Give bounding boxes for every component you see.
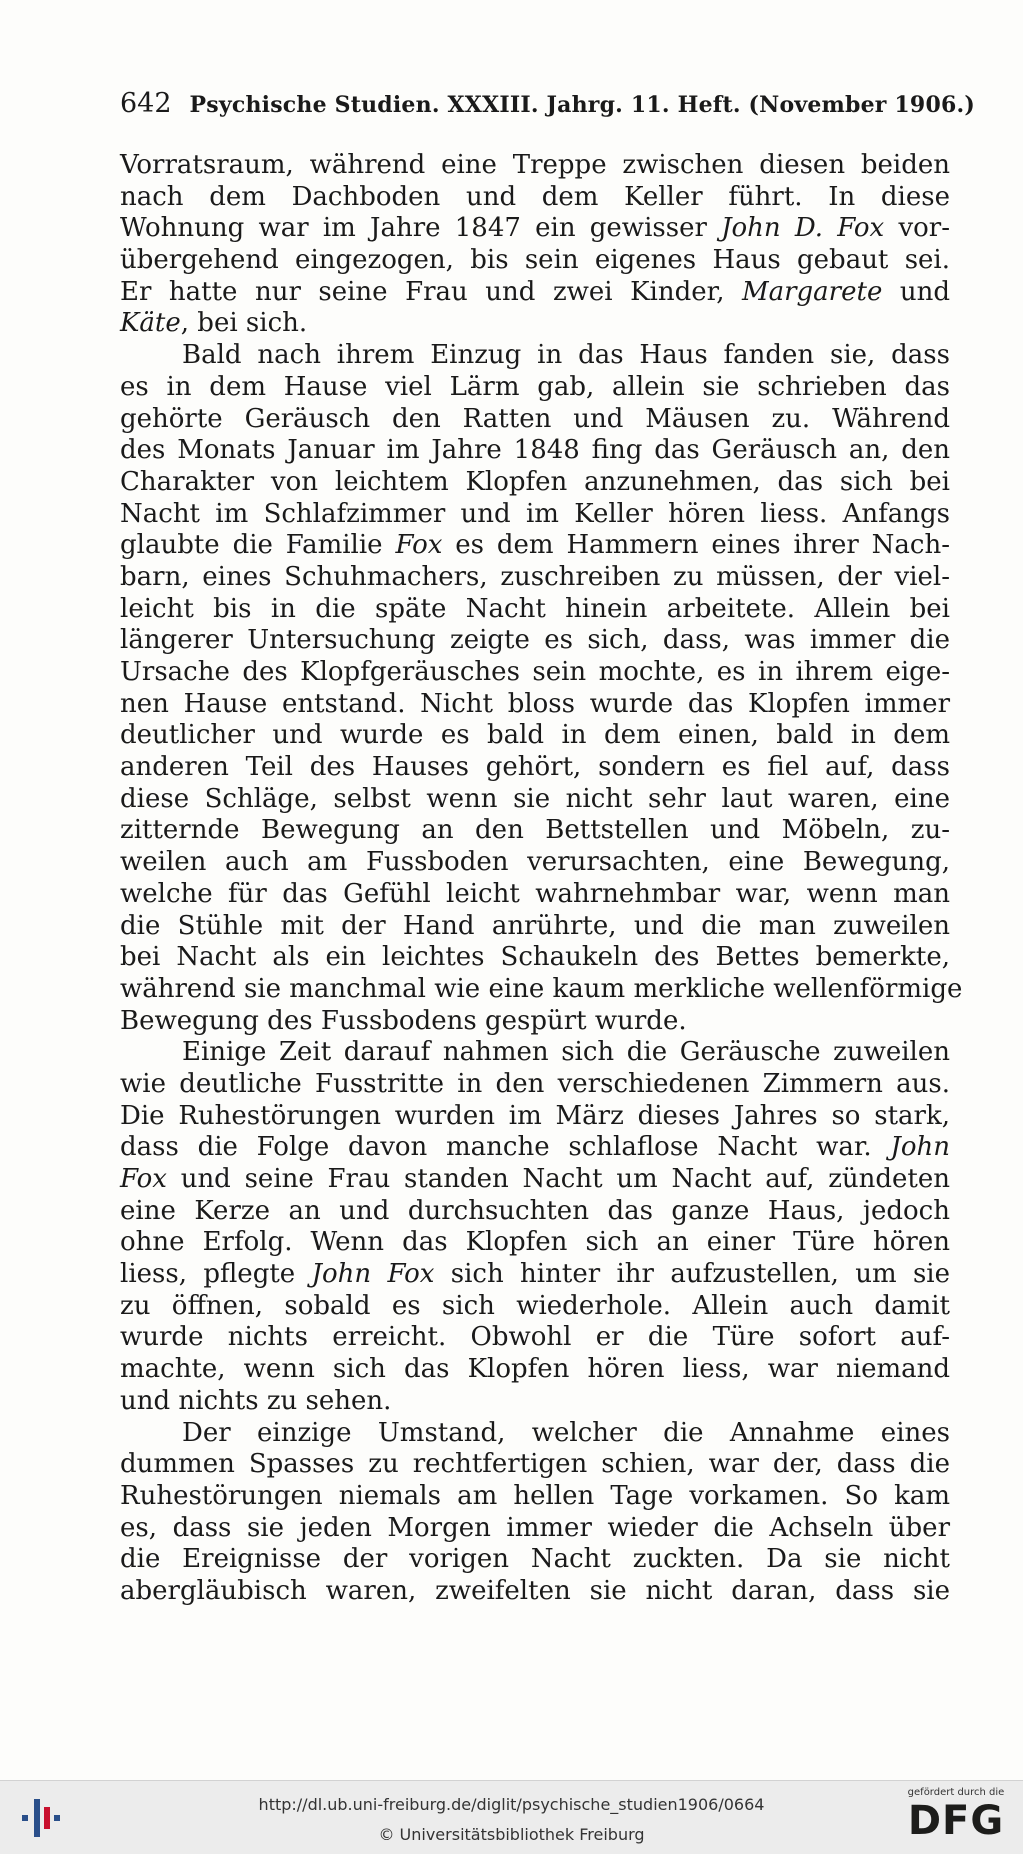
text-line [120,752,950,784]
text-line [120,277,950,309]
text-segment: nach dem Dachboden und dem Keller führt. In diese [120,181,950,212]
text-segment: Ruhestörungen niemals am hellen Tage vorkamen. So kam [120,1480,950,1511]
text-line [120,1513,950,1545]
text-segment: längerer Untersuchung zeigte es sich, dass, was immer die [120,625,950,656]
text-segment: welche für das Gefühl leicht wahrnehmbar war, wenn man [120,878,950,909]
text-segment: des Monats Januar im Jahre 1848 fing das Geräusch an, den [120,435,950,466]
text-line [120,213,950,245]
text-line [120,973,963,1006]
italic-name: John Fox [311,1259,435,1290]
text-segment: Wohnung war im Jahre 1847 ein gewisser [120,213,722,244]
text-segment: die Ereignisse der vorigen Nacht zuckten. Da sie nicht [120,1544,950,1575]
text-line [120,1576,950,1608]
text-line [120,467,950,499]
text-segment: während sie manchmal wie eine kaum merkliche wellenförmige [120,973,963,1004]
text-segment: abergläubisch waren, zweifelten sie nicht daran, dass sie [120,1575,950,1606]
text-segment: nen Hause entstand. Nicht bloss wurde das Klopfen immer [120,688,950,719]
source-url-link[interactable]: http://dl.ub.uni-freiburg.de/diglit/psychische_studien1906/0664 [258,1795,765,1814]
text-segment: und seine Frau standen Nacht um Nacht auf, zündeten [166,1164,950,1194]
italic-name: Fox [395,530,443,561]
text-line [120,308,950,340]
text-line [120,879,950,911]
italic-name: Fox [120,1164,167,1194]
text-segment: leicht bis in die späte Nacht hinein arbeitete. Allein bei [120,593,950,624]
text-line [120,1322,950,1354]
text-segment: anderen Teil des Hauses gehört, sondern es fiel auf, dass [120,752,950,783]
text-segment: Charakter von leichtem Klopfen anzunehmen, das sich bei [120,466,950,497]
text-segment: sich hinter ihr aufzustellen, um sie [434,1259,950,1290]
text-segment: Die Ruhestörungen wurden im März dieses Jahres so stark, [120,1100,950,1131]
text-segment: vor- [884,213,951,244]
text-segment: Einige Zeit darauf nahmen sich die Geräusche zuweilen [182,1037,950,1068]
text-line [120,1132,950,1164]
text-segment: es dem Hammern eines ihrer Nach- [442,530,950,561]
dfg-caption: gefördert durch die [907,1787,1005,1798]
text-line [120,1101,950,1133]
dfg-wordmark: DFG [907,1798,1005,1844]
text-line [120,499,950,531]
italic-name: Käte [120,308,181,339]
text-segment: liess, pflegte [120,1259,312,1290]
text-line [120,1006,950,1038]
text-line [120,372,950,404]
text-line [120,404,950,436]
text-segment: deutlicher und wurde es bald in dem einen, bald in dem [120,720,950,751]
text-segment: zu öffnen, sobald es sich wiederhole. Allein auch damit [120,1290,950,1321]
text-line [120,1164,950,1196]
running-title: Psychische Studien. XXXIII. Jahrg. 11. Heft. (November 1906.) [189,92,975,118]
italic-name: John [890,1132,950,1163]
viewer-footer [0,1780,1023,1854]
dfg-logo[interactable] [901,1787,1011,1851]
text-line [120,815,950,847]
text-segment: wie deutliche Fusstritte in den verschiedenen Zimmern aus. [120,1068,950,1099]
text-line [120,1449,950,1481]
text-line [120,1386,950,1418]
text-segment: glaubte die Familie [120,530,396,561]
text-segment: und [882,276,950,307]
text-line [120,150,950,182]
text-line [120,245,950,277]
text-segment: bei Nacht als ein leichtes Schaukeln des Bettes bemerkte, [120,942,950,973]
text-line [120,1196,950,1228]
text-segment: Bald nach ihrem Einzug in das Haus fanden sie, dass [182,340,950,371]
text-line [120,657,950,689]
text-segment: Vorratsraum, während eine Treppe zwischen diesen beiden [120,150,950,180]
italic-name: John D. Fox [721,213,885,244]
text-segment: dass die Folge davon manche schlaflose Nacht war. [120,1132,891,1163]
text-segment: gehörte Geräusch den Ratten und Mäusen zu. Während [120,403,950,434]
text-line [120,530,950,562]
text-segment: machte, wenn sich das Klopfen hören liess, war niemand [120,1354,950,1385]
text-line [120,182,950,214]
text-segment: übergehend eingezogen, bis sein eigenes Haus gebaut sei. [120,245,950,276]
text-line [120,1259,950,1291]
text-segment: es, dass sie jeden Morgen immer wieder die Achseln über [120,1512,950,1543]
text-segment: dummen Spasses zu rechtfertigen schien, war der, dass die [120,1449,950,1480]
text-line [120,340,950,372]
italic-name: Margarete [741,276,883,307]
text-segment: Bewegung des Fussbodens gespürt wurde. [120,1005,687,1036]
copyright-notice: © Universitätsbibliothek Freiburg [378,1825,645,1844]
text-line [120,1544,950,1576]
text-line [120,1037,950,1069]
body-text [120,150,963,1608]
text-line [120,1227,950,1259]
text-segment: Nacht im Schlafzimmer und im Keller hören liess. Anfangs [120,498,950,529]
text-segment: eine Kerze an und durchsuchten das ganze Haus, jedoch [120,1195,950,1226]
text-segment: Er hatte nur seine Frau und zwei Kinder, [120,276,742,307]
page-header [120,88,975,119]
text-line [120,625,950,657]
text-line [120,942,950,974]
text-segment: , bei sich. [180,308,308,339]
text-segment: und nichts zu sehen. [120,1385,392,1416]
text-segment: Ursache des Klopfgeräusches sein mochte, es in ihrem eige- [120,657,950,687]
text-line [120,847,950,879]
text-segment: Der einzige Umstand, welcher die Annahme eines [182,1417,950,1448]
text-line [120,1291,950,1323]
text-line [120,594,950,626]
text-line [120,689,950,721]
text-line [120,720,950,752]
text-segment: wurde nichts erreicht. Obwohl er die Türe sofort auf- [120,1322,950,1353]
text-line [120,435,950,467]
text-line [120,1481,950,1513]
text-line [120,1418,950,1450]
page-number: 642 [120,88,172,119]
text-segment: die Stühle mit der Hand anrührte, und die man zuweilen [120,910,950,941]
text-segment: weilen auch am Fussboden verursachten, eine Bewegung, [120,847,950,878]
text-segment: es in dem Hause viel Lärm gab, allein sie schrieben das [120,371,950,402]
text-line [120,1354,950,1386]
text-line [120,911,950,943]
text-segment: zitternde Bewegung an den Bettstellen und Möbeln, zu- [120,815,950,846]
text-segment: barn, eines Schuhmachers, zuschreiben zu müssen, der viel- [120,561,950,592]
text-segment: ohne Erfolg. Wenn das Klopfen sich an einer Türe hören [120,1227,950,1258]
text-line [120,562,950,594]
text-segment: diese Schläge, selbst wenn sie nicht sehr laut waren, eine [120,783,950,814]
text-line [120,1069,950,1101]
text-line [120,784,950,816]
